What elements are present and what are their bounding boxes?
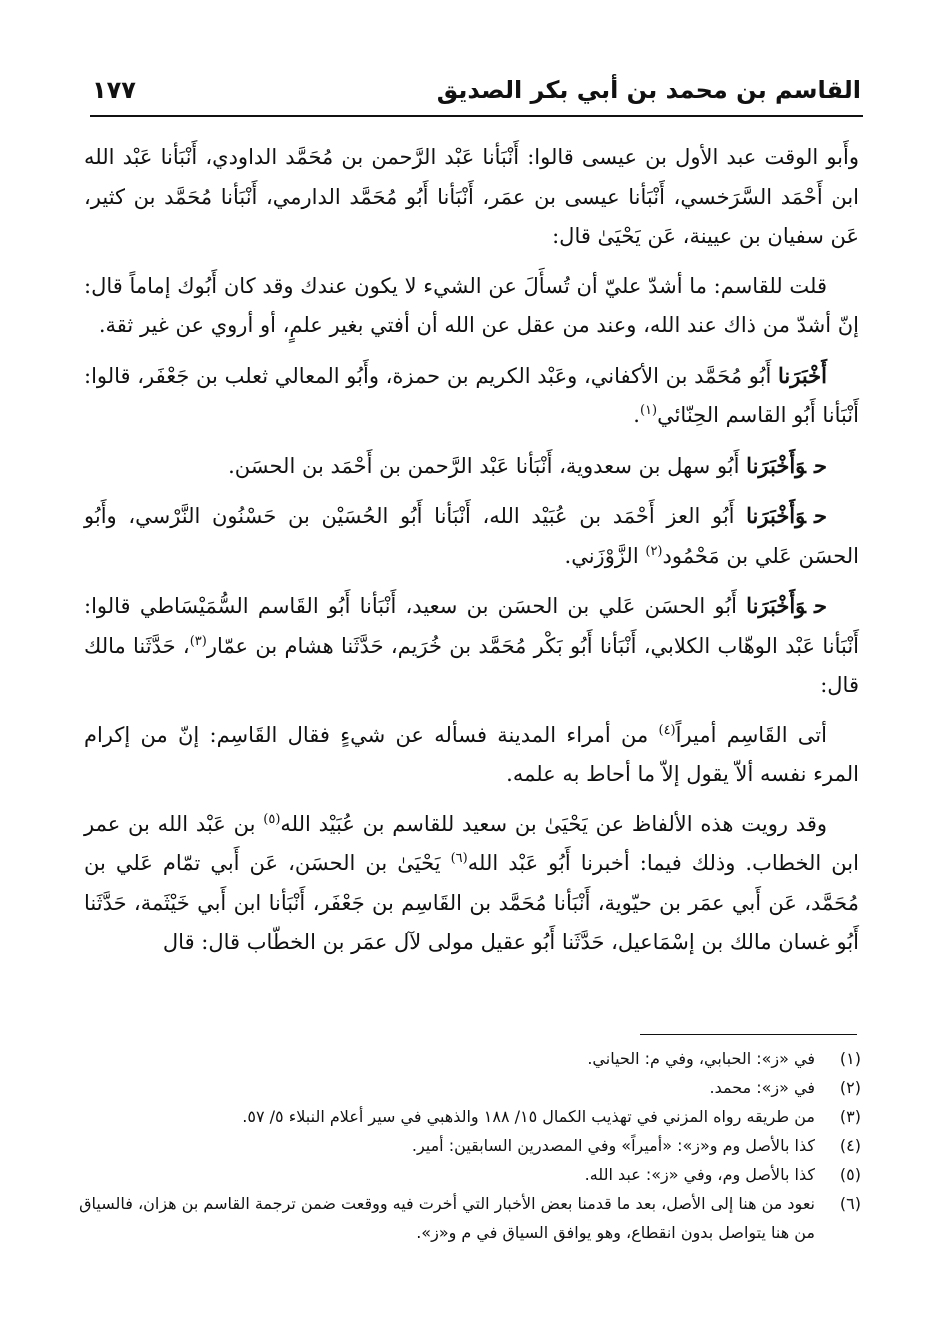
paragraph-text: من أمراء المدينة فسأله عن شيءٍ فقال القَاسِم: إنّ من إكرام المرء نفسه ألاّ يقول إلاّ ما أحاط به علمه. — [84, 722, 859, 786]
footnote-text: نعود من هنا إلى الأصل، بعد ما قدمنا بعض الأخبار التي أخرت فيه ووقعت ضمن ترجمة القاسم بن هزان، فالسياق من هنا يتواصل بدون انقطاع، وهو يوافق السياق في م و«ز». — [79, 1194, 815, 1242]
paragraph-6 — [84, 586, 859, 706]
paragraph-7 — [84, 716, 859, 795]
paragraph-text: أتى القَاسِم أميراً — [675, 722, 827, 747]
paragraph-text: بن عَبْد الله بن عمر ابن الخطاب. وذلك فيما: أخبرنا أَبُو عَبْد الله — [84, 811, 859, 875]
paragraph-text: يَحْيَىٰ بن الحسَن، عَن أَبي تمّام عَلي بن مُحَمَّد، عَن أَبي عمَر بن حيّوية، أَنْبَأنا مُحَمَّد بن القَاسِم بن جَعْفَر، أَنْبَأنا ابن أَبي خَيْثَمة، حَدَّثَنا أَبُو غسان مالك بن إسْمَاعيل، حَدَّثَنا أَبُو عقيل مولى لآل عمَر بن الخطّاب قال: قال — [84, 851, 859, 954]
footnote-number: (٣) — [839, 1107, 861, 1126]
footnote — [70, 1131, 861, 1160]
paragraph-1 — [84, 138, 859, 257]
paragraph-2 — [84, 267, 859, 346]
tahwil-marker: ح — [814, 452, 827, 478]
footnote — [70, 1102, 861, 1131]
akhbarana-lead: وَأَخْبَرَنا — [746, 593, 807, 618]
header-rule — [90, 115, 863, 117]
footnote-number: (٥) — [839, 1165, 861, 1184]
paragraph-text: وأَبو الوقت عبد الأول بن عيسى قالوا: أَنْبَأنا عَبْد الرَّحمن بن مُحَمَّد الداودي، أَنْبَأنا عَبْد الله ابن أَحْمَد السَّرَخسي، أَنْبَأنا عيسى بن عمَر، أَنْبَأنا أَبُو مُحَمَّد الدارمي، أَنْبَأنا مُحَمَّد بن كثير، عَن سفيان بن عيينة، عَن يَحْيَىٰ قال: — [84, 145, 859, 248]
footnote-ref: (٥) — [263, 811, 281, 827]
paragraph-3 — [84, 356, 859, 436]
paragraph-text: قلت للقاسم: ما أشدّ عليّ أن تُسأَلَ عن الشيء لا يكون عندك وقد كان أَبُوك إماماً قال: إنّ أشدّ من ذاك عند الله، وعند من عقل عن الله أن أفتي بغير علمٍ، أو أروي عن غير ثقة. — [84, 273, 859, 337]
footnote-number: (٤) — [839, 1136, 861, 1155]
footnote-text: كذا بالأصل وم و«ز»: «أميراً» وفي المصدرين السابقين: أمير. — [411, 1136, 815, 1155]
paragraph-text: وقد رويت هذه الألفاظ عن يَحْيَىٰ بن سعيد للقاسم بن عُبَيْد الله — [280, 811, 827, 836]
page-number: ١٧٧ — [92, 76, 136, 104]
footnote-text: كذا بالأصل وم، وفي «ز»: عبد الله. — [584, 1165, 815, 1184]
running-title: القاسم بن محمد بن أبي بكر الصديق — [436, 76, 861, 104]
paragraph-text: أَبُو العز أَحْمَد بن عُبَيْد الله، أَنْبَأنا أَبُو الحُسَيْن بن حَسْنُون النَّرْسي، وأَبُو الحسَن عَلي بن مَحْمُود — [84, 504, 859, 568]
paragraph-text: أَبُو مُحَمَّد بن الأكفاني، وعَبْد الكريم بن حمزة، وأَبُو المعالي ثعلب بن جَعْفَر، قالوا: أَنْبَأنا أَبُو القاسم الحِنّائي — [84, 363, 859, 427]
akhbarana-lead: وَأَخْبَرَنا — [746, 452, 807, 478]
main-text — [84, 138, 859, 973]
paragraph-4 — [84, 446, 859, 487]
footnote — [70, 1160, 861, 1189]
footnotes — [70, 1044, 861, 1247]
paragraph-8 — [84, 805, 859, 963]
paragraph-text: أَبُو سهل بن سعدوية، أَنْبَأنا عَبْد الرَّحمن بن أَحْمَد بن الحسَن. — [228, 453, 740, 478]
footnote-number: (١) — [839, 1049, 861, 1068]
page-header — [92, 70, 861, 110]
paragraph-text: الزَّوْزَني. — [564, 543, 639, 568]
paragraph-text: أَبُو الحسَن عَلي بن الحسَن بن سعيد، أَنْبَأنا أَبُو القَاسم السُّمَيْسَاطي قالوا: أَنْبَأنا عَبْد الوهّاب الكلابي، أَنْبَأنا أَبُو بَكْر مُحَمَّد بن خُرَيم، حَدَّثَنا هشام بن عمّار — [84, 594, 859, 658]
footnote-ref: (٣) — [189, 633, 207, 649]
footnote-ref: (٦) — [450, 851, 468, 866]
footnote — [70, 1044, 861, 1073]
akhbarana-lead: وَأَخْبَرَنا — [746, 503, 806, 528]
footnote-ref: (٢) — [645, 543, 663, 559]
akhbarana-lead: أَخْبَرَنا — [778, 362, 827, 388]
footnote-number: (٢) — [839, 1078, 861, 1097]
footnote-number: (٦) — [839, 1194, 861, 1213]
footnote-text: من طريقه رواه المزني في تهذيب الكمال ١٥/ ١٨٨ والذهبي في سير أعلام النبلاء ٥/ ٥٧. — [242, 1107, 815, 1126]
paragraph-5 — [84, 496, 859, 576]
footnote-ref: (٤) — [658, 722, 676, 738]
paragraph-text: . — [633, 403, 640, 427]
tahwil-marker: ح — [814, 503, 827, 528]
footnote-rule — [640, 1034, 857, 1035]
footnote-ref: (١) — [639, 403, 658, 418]
footnote-text: في «ز»: محمد. — [709, 1078, 815, 1097]
footnote — [70, 1189, 861, 1247]
footnote-text: في «ز»: الحبابي، وفي م: الحياني. — [587, 1049, 815, 1068]
footnote — [70, 1073, 861, 1102]
tahwil-marker: ح — [814, 593, 827, 618]
paragraph-text: ، حَدَّثَنا مالك قال: — [84, 633, 859, 697]
